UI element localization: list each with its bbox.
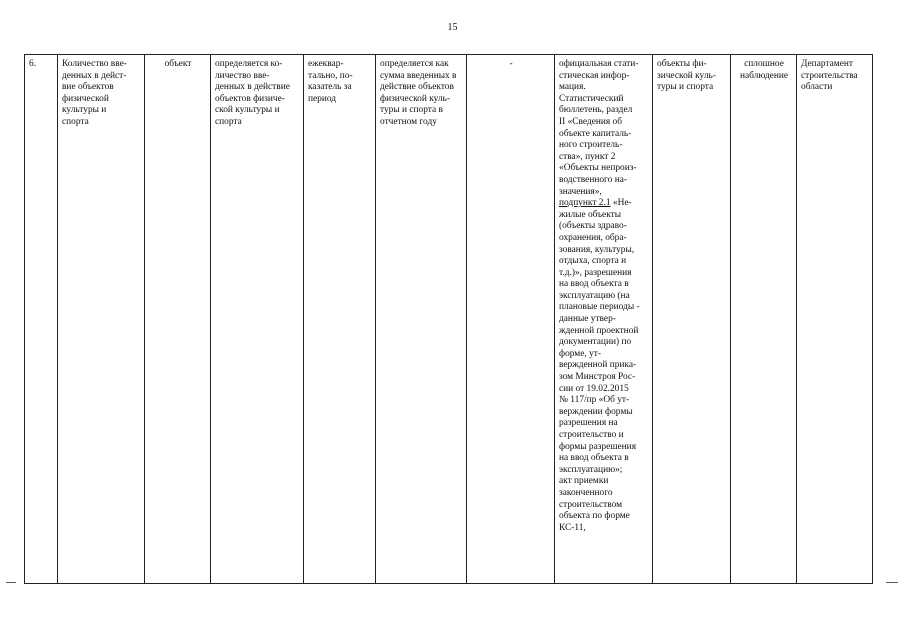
cell-responsible-body: Департамент строительства области [797,55,873,584]
margin-mark-left [6,582,16,583]
cell-row-number: 6. [25,55,58,584]
cell-data-source: официальная стати- стическая инфор- мация. Статистический бюллетень, раздел II «Сведения об объекте капиталь- ного строитель- ства», пункт 2 «Объекты непроиз- водственного на- значения», подпункт 2.1 «Не- жилые объекты (объекты здраво- охранения, обра- зования, культуры, отдыха, спорта и т.д.)», разрешения на ввод объекта в эксплуатацию (на плановые периоды - данные утвер- жденной проектной документации) по форме, ут- вержденной прика- зом Минстроя Рос- сии от 19.02.2015 № 117/пр «Об ут- верждении формы разрешения на строительство и формы разрешения на ввод объекта в эксплуатацию»; акт приемки законченного строительством объекта по форме КС-11, [555,55,653,584]
cell-indicator-name: Количество вве- денных в дейст- вие объектов физической культуры и спорта [58,55,145,584]
cell-observation-type: сплошное наблюдение [731,55,797,584]
indicator-table [24,54,873,584]
underlined-subpoint: подпункт 2.1 [559,198,611,209]
cell-observation-object: объекты фи- зической куль- туры и спорта [653,55,731,584]
cell-unit: объект [145,55,211,584]
cell-periodicity: ежеквар- тально, по- казатель за период [304,55,376,584]
page-number: 15 [447,22,458,33]
margin-mark-right [886,582,898,583]
cell-definition: определяется ко- личество вве- денных в действие объектов физиче- ской культуры и спорта [211,55,304,584]
cell-basic-indicators: - [467,55,555,584]
table-row [25,55,873,584]
cell-calculation-method: определяется как сумма введенных в действие объектов физической куль- туры и спорта в отчетном году [376,55,467,584]
